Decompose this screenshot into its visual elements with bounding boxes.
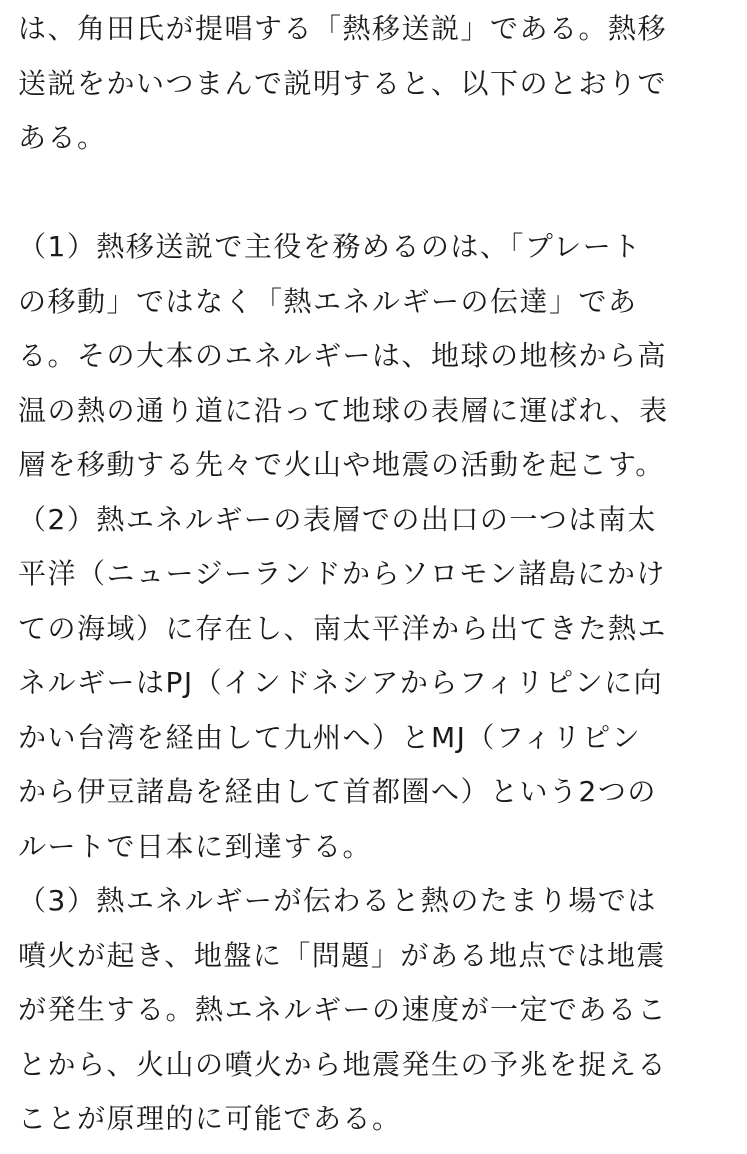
- text-line: から伊豆諸島を経由して首都圏へ）という2つの: [18, 775, 657, 808]
- text-line: の移動」ではなく「熱エネルギーの伝達」であ: [18, 284, 638, 318]
- text-line: る。その大本のエネルギーは、地球の地核から高: [18, 339, 668, 372]
- point-1-paragraph: [18, 220, 733, 493]
- text-line: 噴火が起き、地盤に「問題」がある地点では地震: [18, 938, 666, 972]
- text-line: ルートで日本に到達する。: [18, 829, 373, 863]
- text-line: が発生する。熱エネルギーの速度が一定であるこ: [18, 993, 668, 1026]
- text-line: 送説をかいつまんで説明すると、以下のとおりで: [18, 66, 668, 100]
- text-line: ことが原理的に可能である。: [18, 1102, 402, 1135]
- text-line: かい台湾を経由して九州へ）とMJ（フィリピン: [18, 720, 642, 754]
- text-line: とから、火山の噴火から地震発生の予兆を捉える: [18, 1047, 668, 1081]
- text-line: 層を移動する先々で火山や地震の活動を起こす。: [18, 448, 665, 481]
- paragraph-spacer: [18, 166, 733, 221]
- text-line: 温の熱の通り道に沿って地球の表層に運ばれ、表: [18, 393, 669, 427]
- text-line: （3）熱エネルギーが伝わると熱のたまり場では: [18, 884, 657, 917]
- text-line: 平洋（ニュージーランドからソロモン諸島にかけ: [18, 557, 666, 590]
- text-line: は、角田氏が提唱する「熱移送説」である。熱移: [18, 12, 668, 45]
- text-line: ネルギーはPJ（インドネシアからフィリピンに向: [18, 666, 664, 699]
- text-line: ての海域）に存在し、南太平洋から出てきた熱エ: [18, 611, 668, 645]
- point-3-paragraph: [18, 874, 733, 1147]
- text-line: （2）熱エネルギーの表層での出口の一つは南太: [18, 502, 657, 536]
- text-line: ある。: [18, 121, 107, 154]
- point-2-paragraph: [18, 493, 733, 875]
- intro-paragraph: [18, 2, 733, 166]
- text-line: （1）熱移送説で主役を務めるのは、「プレート: [18, 230, 642, 263]
